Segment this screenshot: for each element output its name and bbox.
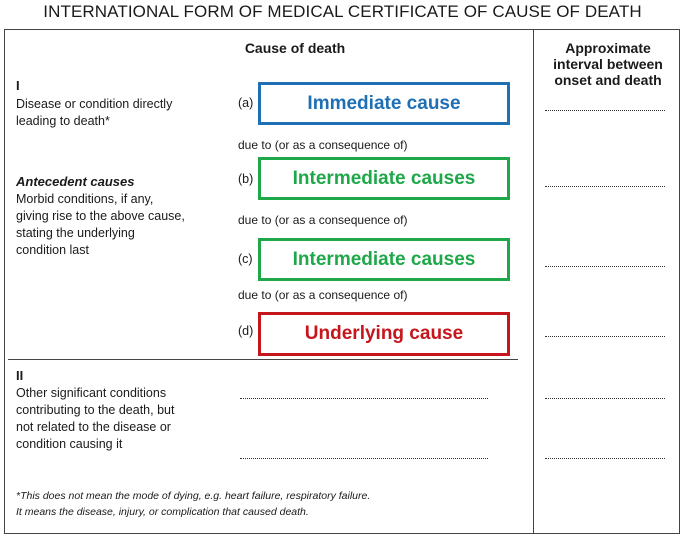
column-divider (533, 29, 534, 534)
line-b-letter: (b) (238, 172, 254, 186)
part-one-desc-line1: Disease or condition directly (16, 97, 173, 111)
interval-line-b[interactable] (545, 186, 665, 187)
part-two-description (16, 385, 174, 453)
part-two-line4: condition causing it (16, 437, 123, 451)
footnote-line2: It means the disease, injury, or complication that caused death. (16, 506, 309, 518)
part-one-numeral: I (16, 78, 20, 93)
footnote-line1: *This does not mean the mode of dying, e.g. heart failure, respiratory failure. (16, 490, 371, 502)
interval-header (538, 40, 678, 88)
interval-line-a[interactable] (545, 110, 665, 111)
antecedent-line2: giving rise to the above cause, (16, 209, 185, 223)
antecedent-causes-title: Antecedent causes (16, 174, 135, 189)
interval-line-other-1[interactable] (545, 398, 665, 399)
underlying-cause-box: Underlying cause (258, 312, 510, 356)
section-divider (8, 359, 518, 360)
antecedent-description (16, 191, 185, 259)
other-conditions-line-1[interactable] (240, 398, 488, 399)
interval-header-line1: Approximate (565, 40, 651, 56)
footnote (16, 488, 526, 520)
line-c-letter: (c) (238, 252, 253, 266)
line-a-letter: (a) (238, 96, 254, 110)
interval-header-line3: onset and death (554, 72, 662, 88)
interval-line-other-2[interactable] (545, 458, 665, 459)
form-title: INTERNATIONAL FORM OF MEDICAL CERTIFICATE OF CAUSE OF DEATH (43, 2, 642, 21)
interval-line-d[interactable] (545, 336, 665, 337)
part-two-numeral: II (16, 368, 24, 383)
intermediate-cause-box-c: Intermediate causes (258, 238, 510, 281)
antecedent-line1: Morbid conditions, if any, (16, 192, 154, 206)
part-one-description (16, 96, 172, 130)
part-two-line1: Other significant conditions (16, 386, 167, 400)
due-to-text-3: due to (or as a consequence of) (238, 288, 408, 302)
immediate-cause-box: Immediate cause (258, 82, 510, 125)
antecedent-line3: stating the underlying (16, 226, 135, 240)
due-to-text-1: due to (or as a consequence of) (238, 138, 408, 152)
antecedent-line4: condition last (16, 243, 89, 257)
part-two-line2: contributing to the death, but (16, 403, 175, 417)
intermediate-cause-box-b: Intermediate causes (258, 157, 510, 200)
other-conditions-line-2[interactable] (240, 458, 488, 459)
cause-of-death-header: Cause of death (244, 40, 346, 56)
interval-header-line2: interval between (553, 56, 663, 72)
line-d-letter: (d) (238, 324, 254, 338)
interval-line-c[interactable] (545, 266, 665, 267)
part-one-desc-line2: leading to death* (16, 114, 110, 128)
due-to-text-2: due to (or as a consequence of) (238, 213, 408, 227)
part-two-line3: not related to the disease or (16, 420, 171, 434)
